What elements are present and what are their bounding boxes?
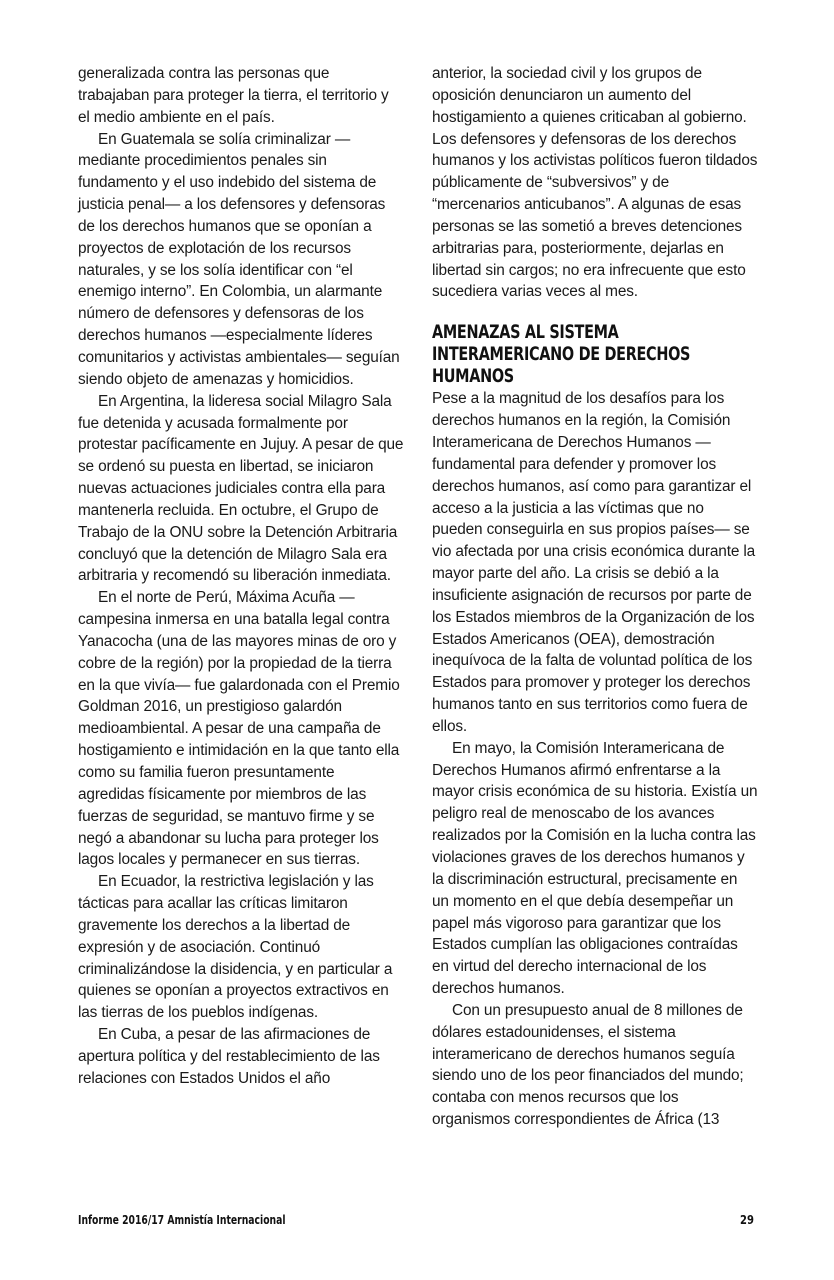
body-paragraph: En el norte de Perú, Máxima Acuña —campesina inmersa en una batalla legal contra Yanacocha (una de las mayores minas de oro y cobre de la región) por la propiedad de la tierra en la que vivía— fue galardonada con el Premio Goldman 2016, un prestigioso galardón medioambiental. A pesar de una campaña de hostigamiento e intimidación en la que tanto ella como su familia fueron presuntamente agredidas físicamente por miembros de las fuerzas de seguridad, se mantuvo firme y se negó a abandonar su lucha para proteger los lagos locales y permanecer en sus tierras. xyxy=(78,589,400,869)
right-text-column xyxy=(432,63,758,1131)
body-paragraph: En Ecuador, la restrictiva legislación y las tácticas para acallar las críticas limitaron gravemente los derechos a la libertad de expresión y de asociación. Continuó criminalizándose la disidencia, y en particular a quienes se oponían a proyectos extractivos en las tierras de los pueblos indígenas. xyxy=(78,873,393,1022)
body-paragraph: anterior, la sociedad civil y los grupos de oposición denunciaron un aumento del hostigamiento a quienes criticaban al gobierno. Los defensores y defensoras de los derechos humanos y los activistas políticos fueron tildados públicamente de “subversivos” y de “mercenarios anticubanos”. A algunas de esas personas se las sometió a breves detenciones arbitrarias para, posteriormente, dejarlas en libertad sin cargos; no era infrecuente que esto sucediera varias veces al mes. xyxy=(432,65,758,301)
page-number: 29 xyxy=(740,1212,754,1227)
body-paragraph: generalizada contra las personas que trabajaban para proteger la tierra, el territorio y el medio ambiente en el país. xyxy=(78,65,389,126)
left-text-column xyxy=(78,63,404,1090)
section-heading-container xyxy=(432,322,758,388)
body-paragraph: Pese a la magnitud de los desafíos para los derechos humanos en la región, la Comisión Interamericana de Derechos Humanos —fundamental para defender y promover los derechos humanos, así como para garantizar el acceso a la justicia a las víctimas que no pueden conseguirla en sus propios países— se vio afectada por una crisis económica durante la mayor parte del año. La crisis se debió a la insuficiente asignación de recursos por parte de los Estados miembros de la Organización de los Estados Americanos (OEA), demostración inequívoca de la falta de voluntad política de los Estados para promover y proteger los derechos humanos tanto en sus territorios como fuera de ellos. xyxy=(432,390,756,735)
body-paragraph: En Cuba, a pesar de las afirmaciones de apertura política y del restablecimiento de las relaciones con Estados Unidos el año xyxy=(78,1026,380,1087)
body-paragraph: Con un presupuesto anual de 8 millones de dólares estadounidenses, el sistema interamericano de derechos humanos seguía siendo uno de los peor financiados del mundo; contaba con menos recursos que los organismos correspondientes de África (13 xyxy=(432,1001,744,1129)
footer-publication-title: Informe 2016/17 Amnistía Internacional xyxy=(78,1212,286,1227)
body-paragraph: En Guatemala se solía criminalizar —mediante procedimientos penales sin fundamento y el uso indebido del sistema de justicia penal— a los defensores y defensoras de los derechos humanos que se oponían a proyectos de explotación de los recursos naturales, y se los solía identificar con “el enemigo interno”. En Colombia, un alarmante número de defensores y defensoras de los derechos humanos —especialmente líderes comunitarios y activistas ambientales— seguían siendo objeto de amenazas y homicidios. xyxy=(78,130,400,388)
body-paragraph: En Argentina, la lideresa social Milagro Sala fue detenida y acusada formalmente por protestar pacíficamente en Jujuy. A pesar de que se ordenó su puesta en libertad, se iniciaron nuevas actuaciones judiciales contra ella para mantenerla recluida. En octubre, el Grupo de Trabajo de la ONU sobre la Detención Arbitraria concluyó que la detención de Milagro Sala era arbitraria y recomendó su liberación inmediata. xyxy=(78,392,404,585)
body-paragraph: En mayo, la Comisión Interamericana de Derechos Humanos afirmó enfrentarse a la mayor crisis económica de su historia. Existía un peligro real de menoscabo de los avances realizados por la Comisión en la lucha contra las violaciones graves de los derechos humanos y la discriminación estructural, precisamente en un momento en el que debía desempeñar un papel más vigoroso para garantizar que los Estados cumplían las obligaciones contraídas en virtud del derecho internacional de los derechos humanos. xyxy=(432,739,758,998)
section-heading: AMENAZAS AL SISTEMA INTERAMERICANO DE DERECHOS HUMANOS xyxy=(432,322,691,388)
